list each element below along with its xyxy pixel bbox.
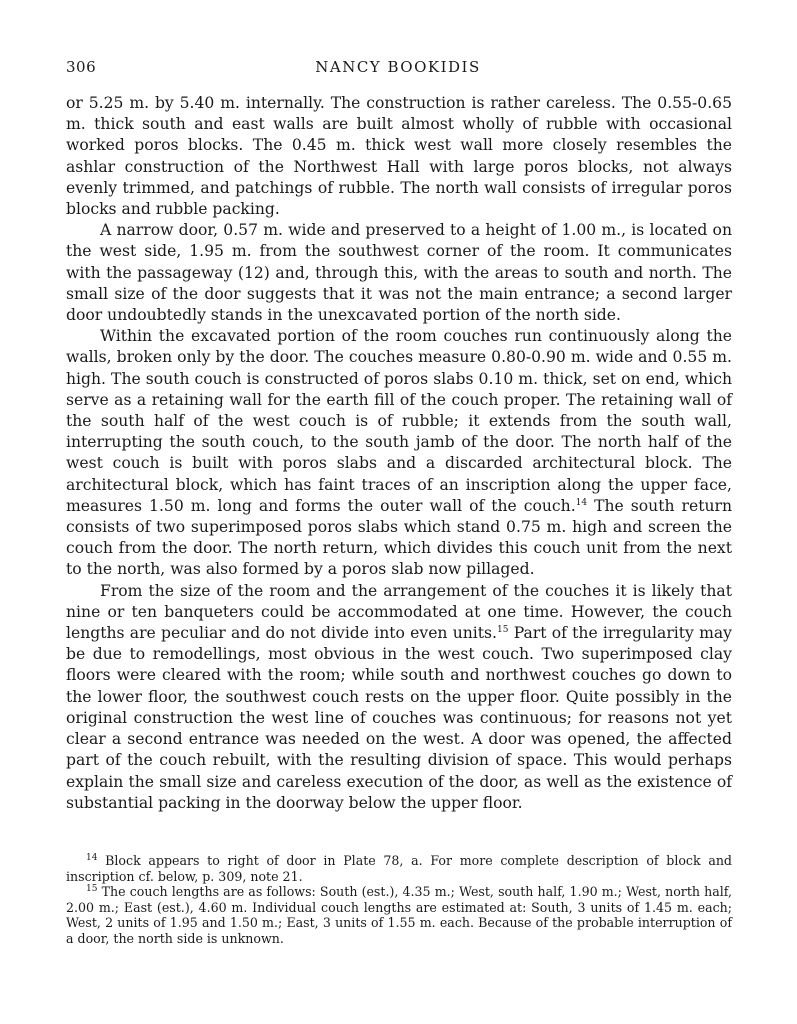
- footnote: [66, 884, 732, 946]
- footnote-text: The couch lengths are as follows: South (est.), 4.35 m.; West, south half, 1.90 m.; West, north half, 2.00 m.; East (est.), 4.60 m. Individual couch lengths are estimated at: South, 3 units of 1.45 m. each; West, 2 units of 1.95 and 1.50 m.; East, 3 units of 1.55 m. each. Because of the probable interruption of a door, the north side is unknown.: [66, 884, 732, 946]
- paragraph: [66, 326, 732, 580]
- footnote-number: 14: [86, 852, 98, 863]
- footnote-text: Block appears to right of door in Plate 78, a. For more complete description of block and inscription cf. below, p. 309, note 21.: [66, 853, 732, 884]
- footnotes: [66, 853, 732, 947]
- footnote-number: 15: [86, 884, 98, 894]
- paragraph-text: Part of the irregularity may be due to remodellings, most obvious in the west couch. Two superimposed clay floors were cleared with the room; while south and northwest couches go down to the lower floor, the southwest couch rests on the upper floor. Quite possibly in the original construction the west line of couches was continuous; for reasons not yet clear a second entrance was needed on the west. A door was opened, the affected part of the couch rebuilt, with the resulting division of space. This would perhaps explain the small size and careless execution of the door, as well as the existence of substantial packing in the doorway below the upper floor.: [66, 624, 732, 812]
- running-head: NANCY BOOKIDIS: [315, 58, 481, 76]
- paragraph: [66, 581, 732, 814]
- paragraph-text: Within the excavated portion of the room couches run continuously along the walls, broken only by the door. The couches measure 0.80-0.90 m. wide and 0.55 m. high. The south couch is constructed of poros slabs 0.10 m. thick, set on end, which serve as a retaining wall for the earth fill of the couch proper. The retaining wall of the south half of the west couch is of rubble; it extends from the south wall, interrupting the south couch, to the south jamb of the door. The north half of the west couch is built with poros slabs and a discarded architectural block. The architectural block, which has faint traces of an inscription along the upper face, measures 1.50 m. long and forms the outer wall of the couch.: [66, 327, 732, 515]
- paragraph: or 5.25 m. by 5.40 m. internally. The construction is rather careless. The 0.55-0.65 m. thick south and east walls are built almost wholly of rubble with occasional worked poros blocks. The 0.45 m. thick west wall more closely resembles the ashlar construction of the Northwest Hall with large poros blocks, not always evenly trimmed, and patchings of rubble. The north wall consists of irregular poros blocks and rubble packing.: [66, 94, 732, 219]
- paragraph-text: From the size of the room and the arrangement of the couches it is likely that nine or ten banqueters could be accommodated at one time. However, the couch lengths are peculiar and do not divide into even units.: [66, 581, 732, 643]
- page-number: 306: [66, 58, 97, 76]
- paragraph-text: The south return consists of two superimposed poros slabs which stand 0.75 m. high and screen the couch from the door. The north return, which divides this couch unit from the next to the north, was also formed by a poros slab now pillaged.: [66, 496, 733, 579]
- body-text: [66, 93, 732, 814]
- footnote-ref: 15: [497, 624, 509, 635]
- paragraph: A narrow door, 0.57 m. wide and preserved to a height of 1.00 m., is located on the west side, 1.95 m. from the southwest corner of the room. It communicates with the passageway (12) and, through this, with the areas to south and north. The small size of the door suggests that it was not the main entrance; a second larger door undoubtedly stands in the unexcavated portion of the north side.: [66, 221, 732, 325]
- page-header: [66, 58, 730, 82]
- footnote: [66, 853, 732, 884]
- footnote-ref: 14: [575, 497, 588, 508]
